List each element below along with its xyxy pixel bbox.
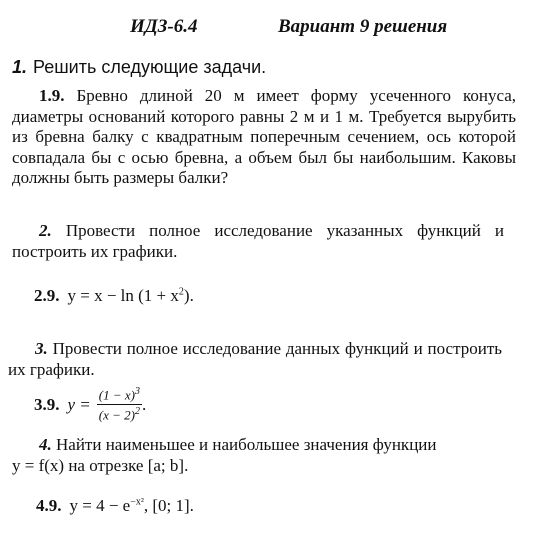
- task-3: [8, 339, 502, 380]
- denominator-exponent: 2: [134, 406, 140, 418]
- problem-2-9-formula: [68, 286, 194, 306]
- formula-part: y = 4 − e: [69, 496, 131, 515]
- formula-exponent: −x²: [130, 496, 144, 508]
- task-2-text: Провести полное исследование указанных функций и построить их графики.: [12, 221, 505, 261]
- formula-part: , [0; 1].: [143, 496, 194, 515]
- problem-4-9: [36, 496, 194, 516]
- problem-1-9-text: Бревно длиной 20 м имеет форму усеченного конуса, диаметры оснований которого равны 2 м и 1 м. Требуется вырубить из бревна балку с квадратным поперечным сечением, ось которой совпадала бы с осью бревна, а объем был бы наибольшим. Каковы должны быть размеры балки?: [12, 86, 516, 187]
- fraction-denominator: [97, 405, 142, 423]
- task-2-number: 2.: [39, 221, 52, 240]
- problem-4-9-number: 4.9.: [36, 496, 62, 515]
- task-4-number: 4.: [39, 435, 52, 454]
- task-2: [12, 221, 504, 262]
- denominator-text: (x − 2): [98, 407, 135, 423]
- formula-end: .: [141, 394, 147, 414]
- fraction: [97, 386, 142, 424]
- task-3-number: 3.: [35, 339, 48, 358]
- problem-2-9-number: 2.9.: [34, 286, 60, 305]
- formula-part: y = x − ln (1 + x: [67, 286, 179, 305]
- formula-exponent: 2: [178, 286, 184, 298]
- problem-4-9-formula: [70, 496, 194, 516]
- problem-2-9: [34, 286, 194, 306]
- header: [0, 16, 539, 40]
- problem-1-9-number: 1.9.: [39, 86, 65, 105]
- task-1-title: Решить следующие задачи.: [33, 57, 267, 77]
- numerator-text: (1 − x): [98, 387, 135, 403]
- problem-3-9: [34, 386, 146, 424]
- fraction-numerator: [97, 386, 142, 405]
- numerator-exponent: 3: [134, 386, 140, 397]
- task-1-number: 1.: [12, 57, 28, 77]
- problem-1-9: [12, 86, 516, 189]
- task-4-text-line2: y = f(x) на отрезке [a; b].: [12, 455, 189, 475]
- problem-3-9-number: 3.9.: [34, 394, 60, 414]
- variant-title: Вариант 9 решения: [278, 16, 448, 37]
- formula-lhs: y =: [67, 394, 91, 414]
- task-3-text: Провести полное исследование данных функций и построить их графики.: [8, 339, 503, 379]
- task-4: [12, 435, 508, 476]
- task-1-heading: [12, 57, 266, 78]
- task-4-text: Найти наименьшее и наибольшее значения функции: [56, 435, 437, 454]
- assignment-code: ИДЗ-6.4: [130, 16, 198, 37]
- formula-part: ).: [183, 286, 194, 305]
